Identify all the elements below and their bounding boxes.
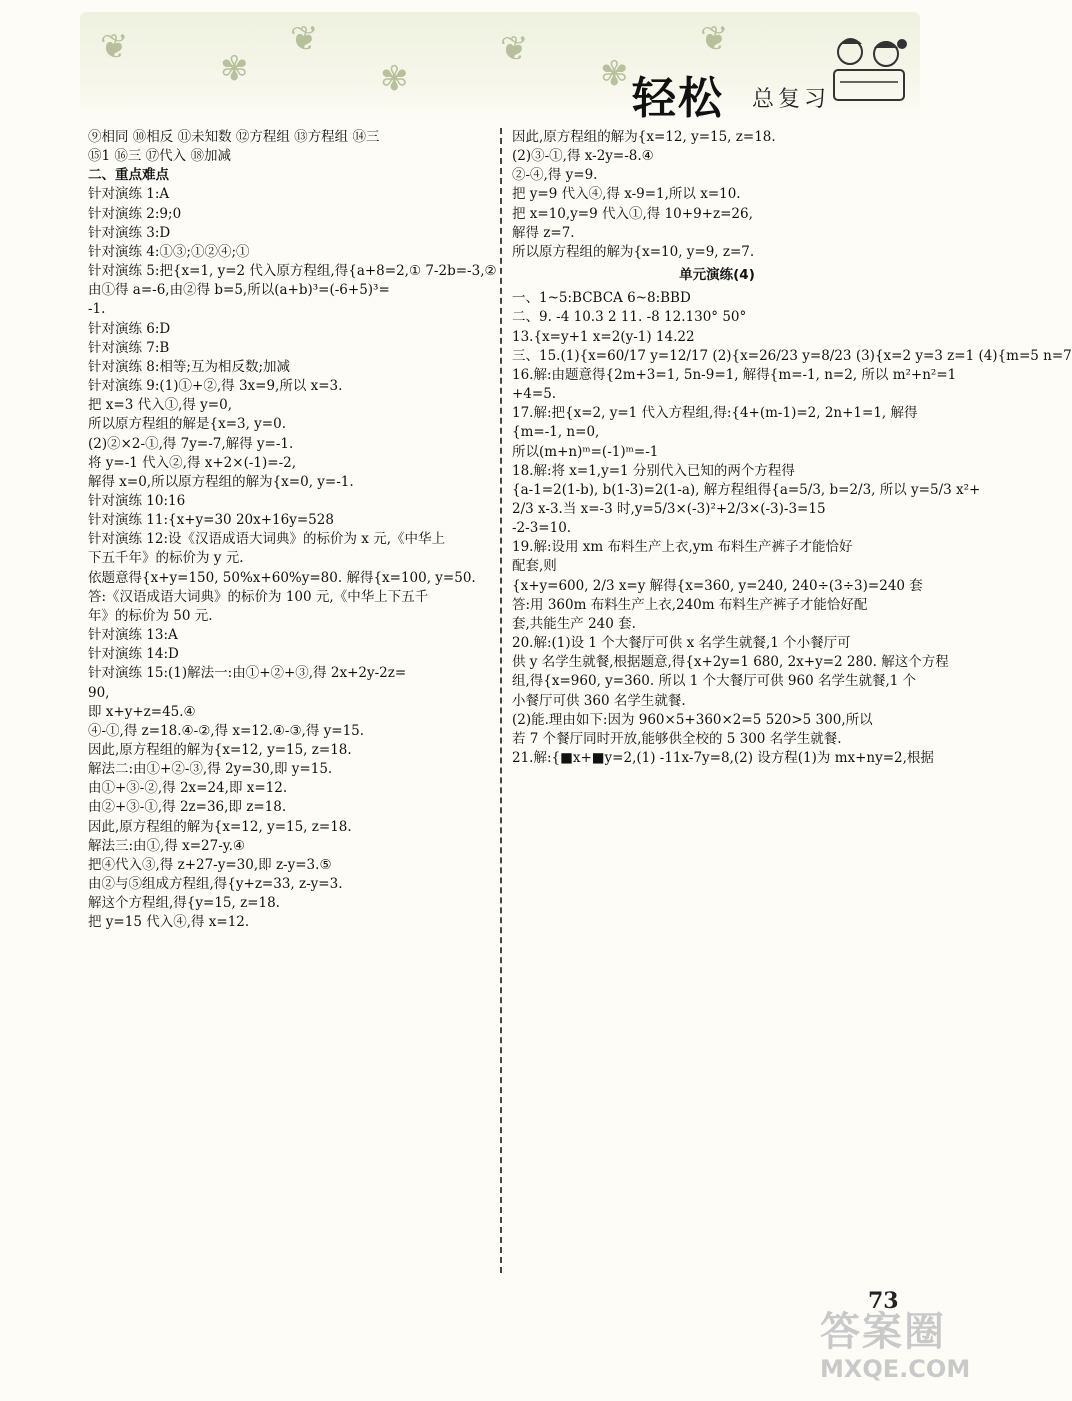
left-column-line: 把 x=3 代入①,得 y=0,: [88, 397, 232, 414]
left-column-line: 90,: [88, 684, 110, 701]
right-column-line: 一、1~5:BCBCA 6~8:BBD: [512, 290, 691, 307]
brand-subtitle: 总复习: [752, 87, 831, 112]
leaf-decoration-icon: ❦: [100, 27, 129, 67]
left-column-line: 解法三:由①,得 x=27-y.④: [88, 837, 246, 854]
right-column-line: 因此,原方程组的解为{x=12, y=15, z=18.: [512, 129, 776, 145]
page-number: 73: [868, 1288, 899, 1314]
kids-illustration-icon: [820, 30, 920, 110]
right-column-line: 17.解:把{x=2, y=1 代入方程组,得:{4+(m-1)=2, 2n+1=1, 解得: [512, 405, 918, 422]
right-column-line: 把 x=10,y=9 代入①,得 10+9+z=26,: [512, 205, 753, 222]
left-column-line: 把 y=15 代入④,得 x=12.: [88, 914, 250, 931]
right-column-line: 13.{x=y+1 x=2(y-1) 14.22: [512, 328, 695, 345]
left-column-line: 针对演练 7:B: [88, 339, 170, 356]
leaf-decoration-icon: ❦: [500, 29, 529, 69]
watermark-line2: MXQE.COM: [820, 1355, 971, 1383]
column-divider: [500, 128, 502, 1273]
right-column-line: 2/3 x-3.当 x=-3 时,y=5/3×(-3)²+2/3×(-3)-3=15: [512, 500, 826, 517]
right-column-line: 所以(m+n)ᵐ=(-1)ᵐ=-1: [512, 443, 659, 460]
left-column-line: 针对演练 3:D: [88, 224, 171, 241]
right-column-line: 20.解:(1)设 1 个大餐厅可供 x 名学生就餐,1 个小餐厅可: [512, 635, 851, 652]
leaf-decoration-icon: ✾: [600, 54, 629, 94]
left-column-line: 由①+③-②,得 2x=24,即 x=12.: [88, 780, 288, 797]
left-column-line: 由①得 a=-6,由②得 b=5,所以(a+b)³=(-6+5)³=: [88, 282, 390, 299]
left-column-line: 针对演练 5:把{x=1, y=2 代入原方程组,得{a+8=2,① 7-2b=-3,②: [88, 263, 497, 280]
left-column-line: 由②与⑤组成方程组,得{y+z=33, z-y=3.: [88, 876, 343, 893]
left-column-line: 针对演练 1:A: [88, 186, 170, 203]
right-column-line: 组,得{x=960, y=360. 所以 1 个大餐厅可供 960 名学生就餐,1 个: [512, 673, 917, 690]
left-column-line: 把④代入③,得 z+27-y=30,即 z-y=3.⑤: [88, 856, 332, 873]
left-column-line: -1.: [88, 301, 106, 318]
left-column-line: 解法二:由①+②-③,得 2y=30,即 y=15.: [88, 761, 333, 778]
left-column-line: 因此,原方程组的解为{x=12, y=15, z=18.: [88, 742, 352, 758]
left-column-line: 针对演练 11:{x+y=30 20x+16y=528: [88, 512, 334, 529]
right-column-line: 把 y=9 代入④,得 x-9=1,所以 x=10.: [512, 186, 741, 203]
brand-title: 轻松: [632, 73, 724, 124]
right-column-line: 小餐厅可供 360 名学生就餐.: [512, 692, 686, 709]
left-column-line: 年》的标价为 50 元.: [88, 607, 213, 624]
left-column-line: 下五千年》的标价为 y 元.: [88, 550, 244, 567]
leaf-decoration-icon: ❦: [700, 19, 729, 59]
right-column-line: {m=-1, n=0,: [512, 424, 600, 441]
right-column-line: +4=5.: [512, 386, 557, 403]
right-column-line: 配套,则: [512, 558, 557, 575]
leaf-decoration-icon: ❦: [290, 19, 319, 59]
right-column-line: 套,共能生产 240 套.: [512, 615, 636, 632]
right-column-line: 单元演练(4): [679, 267, 755, 284]
right-column-line: 三、15.(1){x=60/17 y=12/17 (2){x=26/23 y=8/23 (3){x=2 y=3 z=1 (4){m=5 n=7: [512, 347, 1072, 364]
watermark-line1: 答案圈: [820, 1309, 946, 1355]
right-column-line: 供 y 名学生就餐,根据题意,得{x+2y=1 680, 2x+y=2 280. 解这个方程: [512, 654, 949, 671]
left-column-line: 针对演练 15:(1)解法一:由①+②+③,得 2x+2y-2z=: [88, 665, 407, 682]
left-column-line: 即 x+y+z=45.④: [88, 703, 196, 720]
right-column-line: {x+y=600, 2/3 x=y 解得{x=360, y=240, 240÷(3÷3)=240 套: [512, 577, 923, 594]
leaf-decoration-icon: ✾: [380, 59, 409, 99]
left-column-line: 因此,原方程组的解为{x=12, y=15, z=18.: [88, 818, 352, 835]
right-column: [512, 128, 1072, 768]
right-column-line: 二、9. -4 10.3 2 11. -8 12.130° 50°: [512, 309, 747, 326]
right-column-line: {a-1=2(1-b), b(1-3)=2(1-a), 解方程组得{a=5/3, b=2/3, 所以 y=5/3 x²+: [512, 481, 981, 498]
leaf-decoration-icon: ✾: [220, 49, 249, 89]
watermark: [820, 1300, 990, 1390]
left-column-line: ④-①,得 z=18.④-②,得 x=12.④-③,得 y=15.: [88, 722, 365, 739]
left-column-line: 针对演练 14:D: [88, 646, 179, 663]
left-column-line: 由②+③-①,得 2z=36,即 z=18.: [88, 799, 287, 816]
left-column-line: 针对演练 2:9;0: [88, 205, 182, 222]
left-column-line: 针对演练 6:D: [88, 320, 171, 337]
left-column-line: 针对演练 4:①③;①②④;①: [88, 243, 250, 260]
left-column-line: 二、重点难点: [88, 167, 169, 184]
right-column-line: 19.解:设用 xm 布料生产上衣,ym 布料生产裤子才能恰好: [512, 539, 853, 556]
left-column-line: 依题意得{x+y=150, 50%x+60%y=80. 解得{x=100, y=50.: [88, 569, 476, 586]
right-column-line: 16.解:由题意得{2m+3=1, 5n-9=1, 解得{m=-1, n=2, 所以 m²+n²=1: [512, 366, 957, 383]
right-column-line: 所以原方程组的解为{x=10, y=9, z=7.: [512, 243, 755, 260]
right-column-line: 若 7 个餐厅同时开放,能够供全校的 5 300 名学生就餐.: [512, 730, 842, 747]
right-column-line: (2)能.理由如下:因为 960×5+360×2=5 520>5 300,所以: [512, 711, 873, 728]
left-column-line: 解得 x=0,所以原方程组的解为{x=0, y=-1.: [88, 473, 354, 490]
right-column-line: 答:用 360m 布料生产上衣,240m 布料生产裤子才能恰好配: [512, 596, 868, 613]
right-column-line: ②-④,得 y=9.: [512, 167, 598, 184]
left-column-line: 针对演练 10:16: [88, 492, 186, 509]
left-column-line: (2)②×2-①,得 7y=-7,解得 y=-1.: [88, 435, 294, 452]
left-column-line: 解这个方程组,得{y=15, z=18.: [88, 895, 280, 912]
left-column-line: 针对演练 12:设《汉语成语大词典》的标价为 x 元,《中华上: [88, 531, 446, 548]
right-column-line: 21.解:{■x+■y=2,(1) -11x-7y=8,(2) 设方程(1)为 mx+ny=2,根据: [512, 750, 934, 766]
left-column: [88, 128, 497, 933]
left-column-line: 答:《汉语成语大词典》的标价为 100 元,《中华上下五千: [88, 588, 429, 605]
left-column-line: 针对演练 9:(1)①+②,得 3x=9,所以 x=3.: [88, 378, 343, 395]
left-column-line: 所以原方程组的解是{x=3, y=0.: [88, 416, 287, 433]
left-column-line: ⑮1 ⑯三 ⑰代入 ⑱加减: [88, 148, 231, 165]
left-column-line: 针对演练 13:A: [88, 627, 178, 644]
right-column-line: (2)③-①,得 x-2y=-8.④: [512, 148, 654, 165]
left-column-line: 针对演练 8:相等;互为相反数;加减: [88, 358, 291, 375]
right-column-line: 18.解:将 x=1,y=1 分别代入已知的两个方程得: [512, 462, 795, 479]
right-column-line: 解得 z=7.: [512, 224, 575, 241]
left-column-line: 将 y=-1 代入②,得 x+2×(-1)=-2,: [88, 454, 297, 471]
right-column-line: -2-3=10.: [512, 520, 572, 537]
left-column-line: ⑨相同 ⑩相反 ⑪未知数 ⑫方程组 ⑬方程组 ⑭三: [88, 129, 380, 145]
